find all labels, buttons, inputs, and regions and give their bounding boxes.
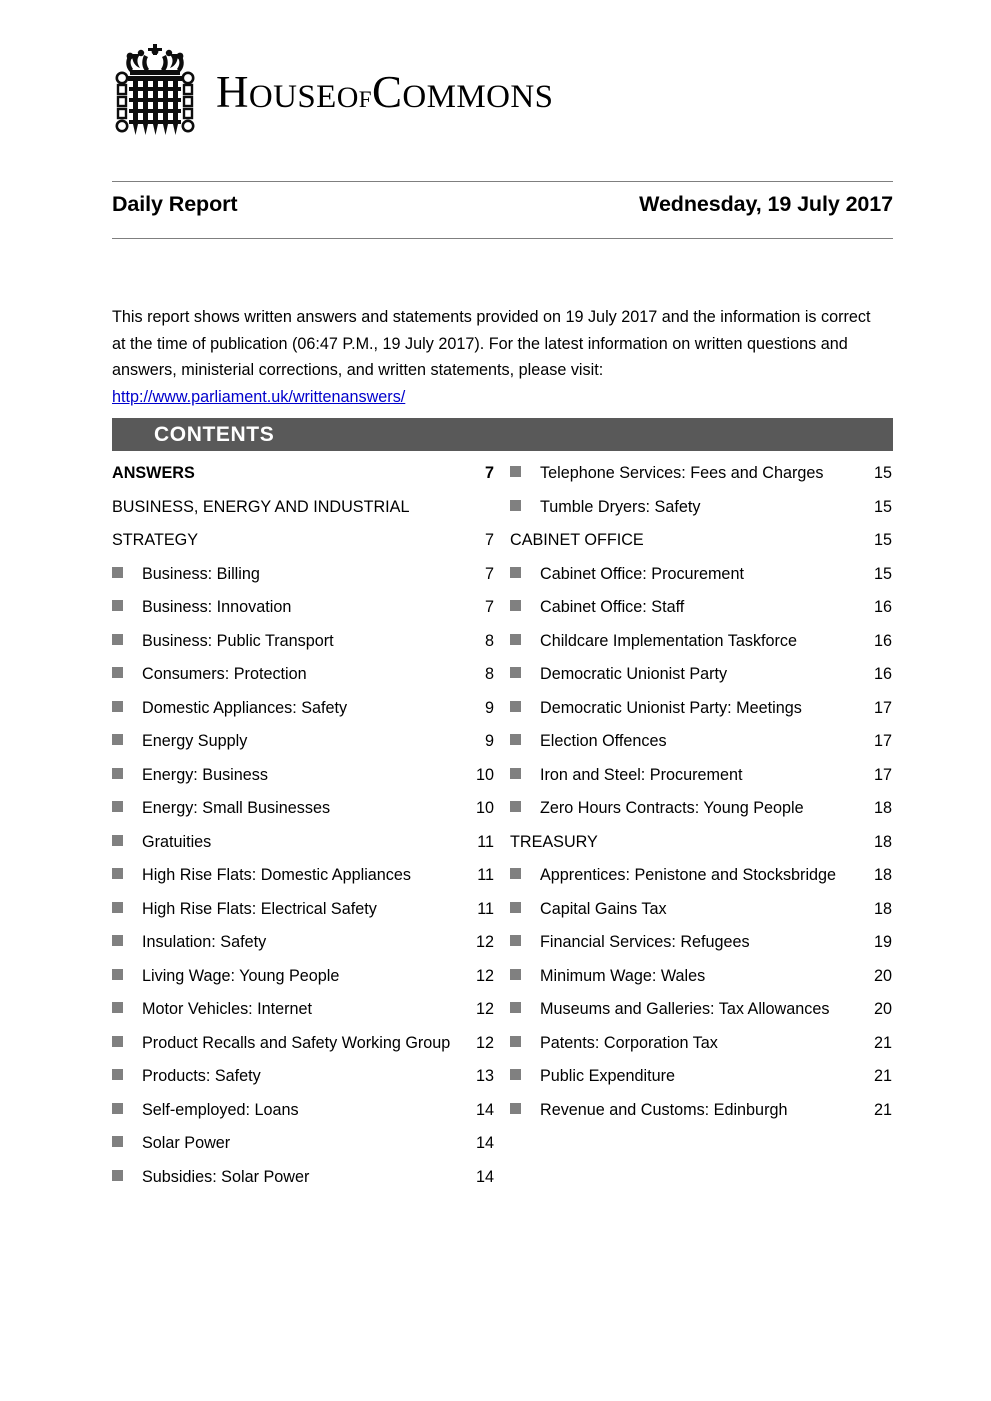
toc-entry-row[interactable] [510,1060,892,1094]
toc-entry-row[interactable] [112,1094,494,1128]
toc-entry-label: ANSWERS [112,464,195,482]
toc-page-number: 19 [873,933,892,951]
toc-department-row[interactable] [112,491,494,558]
table-of-contents [112,457,893,1194]
toc-entry-row[interactable] [510,457,892,491]
toc-entry-label: Democratic Unionist Party: Meetings [540,698,802,717]
toc-entry-label: Apprentices: Penistone and Stocksbridge [540,866,837,884]
toc-entry-label: Insulation: Safety [142,933,267,951]
toc-entry-label: Living Wage: Young People [142,966,340,985]
toc-entry-label: Gratuities [142,832,212,851]
bullet-square-icon [510,734,521,745]
toc-page-number: 21 [873,1067,892,1085]
toc-page-number: 14 [475,1167,494,1186]
toc-page-number: 21 [873,1033,892,1052]
toc-entry-row[interactable] [112,926,494,960]
bullet-square-icon [510,634,521,645]
toc-entry-label: Cabinet Office: Procurement [540,564,744,583]
intro-paragraph [112,304,887,410]
toc-entry-row[interactable] [510,993,892,1027]
toc-page-number: 17 [873,732,892,750]
toc-entry-label: Business: Public Transport [142,631,334,650]
toc-entry-row[interactable] [510,926,892,960]
toc-entry-row[interactable] [112,725,494,759]
toc-page-number: 12 [475,966,494,985]
toc-page-number: 13 [475,1067,494,1085]
toc-page-number: 7 [484,598,494,616]
bullet-square-icon [510,466,521,477]
toc-entry-row[interactable] [510,1094,892,1128]
toc-page-number: 17 [873,765,892,784]
toc-entry-label: Telephone Services: Fees and Charges [540,464,824,482]
toc-department-row[interactable] [510,524,892,558]
toc-entry-row[interactable] [510,625,892,659]
toc-page-number: 20 [873,1000,892,1018]
bullet-square-icon [510,1069,521,1080]
toc-page-number: 18 [873,832,892,851]
bullet-square-icon [112,1136,123,1147]
toc-entry-label: Subsidies: Solar Power [142,1167,310,1186]
toc-entry-row[interactable] [510,893,892,927]
toc-entry-label: Consumers: Protection [142,665,307,683]
bullet-square-icon [112,701,123,712]
toc-page-number: 21 [873,1100,892,1119]
toc-page-number: 7 [484,564,494,583]
bullet-square-icon [112,801,123,812]
toc-entry-label: Motor Vehicles: Internet [142,1000,313,1018]
toc-entry-label: Domestic Appliances: Safety [142,698,348,717]
toc-entry-label: Business: Innovation [142,598,292,616]
toc-page-number: 15 [873,497,892,516]
toc-page-number: 15 [873,464,892,482]
toc-entry-label: High Rise Flats: Electrical Safety [142,899,377,918]
toc-entry-label: Capital Gains Tax [540,899,667,918]
bullet-square-icon [510,500,521,511]
toc-entry-label: TREASURY [510,832,598,851]
toc-page-number: 11 [477,866,494,884]
bullet-square-icon [510,768,521,779]
toc-page-number: 18 [873,866,892,884]
bullet-square-icon [112,1170,123,1181]
toc-entry-label: Iron and Steel: Procurement [540,765,743,784]
toc-page-number: 10 [475,799,494,817]
toc-entry-row[interactable] [510,658,892,692]
toc-entry-label: Museums and Galleries: Tax Allowances [540,1000,830,1018]
toc-section-row[interactable] [112,457,494,491]
header-rule-bottom [112,238,893,239]
toc-entry-row[interactable] [112,558,494,592]
bullet-square-icon [112,902,123,913]
toc-page-number: 20 [873,966,892,985]
toc-entry-label: Business: Billing [142,564,260,583]
bullet-square-icon [112,935,123,946]
toc-entry-row[interactable] [112,859,494,893]
toc-entry-label: Self-employed: Loans [142,1100,299,1119]
toc-entry-row[interactable] [510,1027,892,1061]
bullet-square-icon [510,935,521,946]
toc-entry-label: Public Expenditure [540,1067,675,1085]
toc-page-number: 12 [475,1000,494,1018]
bullet-square-icon [112,969,123,980]
toc-entry-row[interactable] [112,893,494,927]
bullet-square-icon [112,835,123,846]
bullet-square-icon [112,600,123,611]
toc-entry-row[interactable] [112,1127,494,1161]
toc-entry-label: Solar Power [142,1134,231,1152]
toc-page-number: 7 [484,531,494,549]
bullet-square-icon [510,1103,521,1114]
header-rule-top [112,181,893,182]
contents-banner [112,418,893,451]
toc-entry-label: Financial Services: Refugees [540,933,750,951]
wordmark-ouse: OUSE [248,78,337,115]
toc-entry-row[interactable] [112,826,494,860]
toc-page-number: 11 [477,832,494,851]
toc-entry-label: High Rise Flats: Domestic Appliances [142,866,411,884]
toc-page-number: 14 [475,1134,494,1152]
bullet-square-icon [112,1069,123,1080]
toc-entry-row[interactable] [510,725,892,759]
bullet-square-icon [112,1036,123,1047]
toc-page-number: 12 [475,933,494,951]
masthead [112,34,893,154]
bullet-square-icon [510,902,521,913]
toc-page-number: 7 [484,464,494,482]
toc-page-number: 16 [873,598,892,616]
toc-entry-label: Energy Supply [142,732,248,750]
toc-entry-row[interactable] [112,960,494,994]
toc-entry-row[interactable] [510,859,892,893]
toc-department-row[interactable] [510,826,892,860]
toc-entry-row[interactable] [112,993,494,1027]
toc-page-number: 16 [873,665,892,683]
contents-heading: CONTENTS [154,423,275,446]
toc-entry-row[interactable] [510,491,892,525]
bullet-square-icon [510,567,521,578]
toc-entry-label: Product Recalls and Safety Working Group [142,1033,451,1052]
toc-entry-row[interactable] [510,692,892,726]
toc-page-number: 12 [475,1033,494,1052]
bullet-square-icon [112,768,123,779]
toc-entry-row[interactable] [112,1027,494,1061]
toc-page-number: 16 [873,631,892,650]
toc-entry-label: BUSINESS, ENERGY AND INDUSTRIAL STRATEGY [112,497,409,549]
bullet-square-icon [510,1002,521,1013]
toc-entry-label: Democratic Unionist Party [540,665,728,683]
wordmark-ommons: OMMONS [402,78,554,115]
bullet-square-icon [112,634,123,645]
toc-entry-row[interactable] [112,1060,494,1094]
toc-entry-row[interactable] [112,591,494,625]
toc-entry-label: CABINET OFFICE [510,531,644,549]
toc-entry-row[interactable] [112,1161,494,1195]
toc-page-number: 8 [484,665,494,683]
report-date: Wednesday, 19 July 2017 [639,192,893,216]
toc-entry-label: Patents: Corporation Tax [540,1033,718,1052]
toc-page-number: 18 [873,899,892,918]
toc-page-number: 18 [873,799,892,817]
toc-entry-label: Energy: Business [142,765,268,784]
toc-entry-row[interactable] [510,759,892,793]
toc-entry-row[interactable] [112,658,494,692]
toc-entry-row[interactable] [510,792,892,826]
toc-column-left [112,457,494,1194]
bullet-square-icon [510,1036,521,1047]
bullet-square-icon [112,567,123,578]
house-of-commons-wordmark [216,66,554,119]
written-answers-link[interactable]: http://www.parliament.uk/writtenanswers/ [112,387,406,406]
toc-entry-row[interactable] [510,558,892,592]
bullet-square-icon [510,701,521,712]
bullet-square-icon [510,600,521,611]
toc-page-number: 14 [475,1100,494,1119]
toc-entry-label: Revenue and Customs: Edinburgh [540,1100,788,1119]
bullet-square-icon [112,667,123,678]
toc-entry-row[interactable] [112,792,494,826]
toc-entry-label: Election Offences [540,732,667,750]
bullet-square-icon [112,868,123,879]
bullet-square-icon [112,1002,123,1013]
toc-entry-label: Minimum Wage: Wales [540,966,706,985]
bullet-square-icon [510,868,521,879]
toc-entry-row[interactable] [510,591,892,625]
wordmark-f: F [358,86,372,112]
bullet-square-icon [510,801,521,812]
toc-column-right [510,457,892,1194]
toc-entry-label: Tumble Dryers: Safety [540,497,701,516]
report-header [112,192,893,232]
toc-entry-row[interactable] [112,692,494,726]
bullet-square-icon [510,667,521,678]
toc-entry-label: Childcare Implementation Taskforce [540,631,798,650]
toc-entry-row[interactable] [112,759,494,793]
toc-entry-row[interactable] [112,625,494,659]
toc-page-number: 11 [477,899,494,918]
portcullis-crowned-icon [112,42,198,146]
toc-page-number: 17 [873,698,892,717]
bullet-square-icon [112,734,123,745]
toc-entry-row[interactable] [510,960,892,994]
toc-entry-label: Energy: Small Businesses [142,799,331,817]
wordmark-c: C [371,66,403,117]
toc-entry-label: Zero Hours Contracts: Young People [540,799,804,817]
intro-text: This report shows written answers and statements provided on 19 July 2017 and the information is correct at the time of publication (06:47 P.M., 19 July 2017). For the latest information on written questions and answers, ministerial corrections, and written statements, please visit: [112,308,871,380]
toc-page-number: 9 [484,732,494,750]
page-title: Daily Report [112,192,238,216]
toc-page-number: 15 [873,564,892,583]
bullet-square-icon [510,969,521,980]
toc-entry-label: Cabinet Office: Staff [540,598,685,616]
toc-page-number: 10 [475,765,494,784]
toc-entry-label: Products: Safety [142,1067,261,1085]
wordmark-h: H [216,66,249,117]
toc-page-number: 9 [484,698,494,717]
toc-page-number: 15 [873,531,892,549]
bullet-square-icon [112,1103,123,1114]
toc-page-number: 8 [484,631,494,650]
wordmark-o: O [336,80,359,114]
